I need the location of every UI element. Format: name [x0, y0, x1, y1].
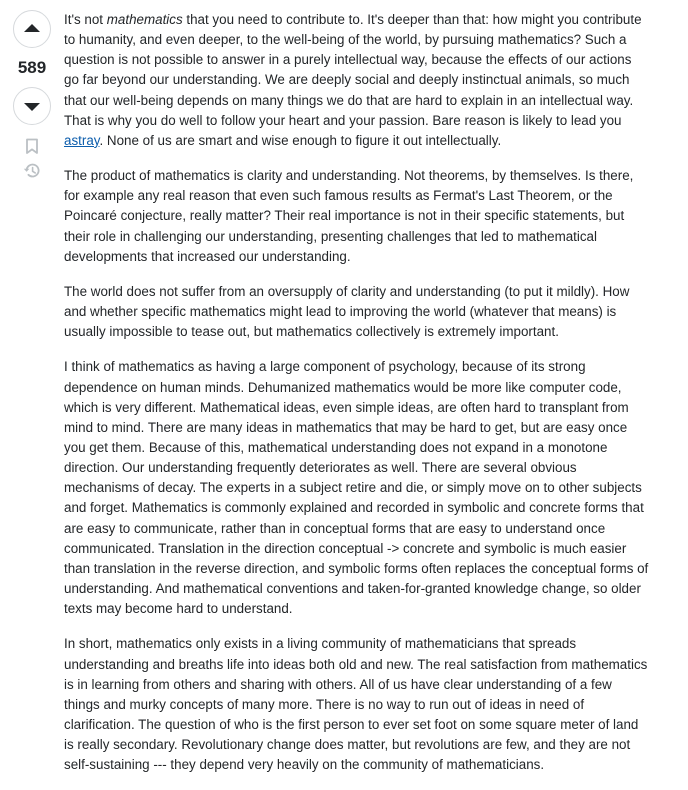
answer-paragraph-2: The product of mathematics is clarity and understanding. Not theorems, by themselves. Is there, for example any real reason that even such famous results as Fermat's Last Theorem, or the Poincaré conjecture, really matter? Their real importance is not in their specific statements, but their role in challenging our understanding, presenting challenges that led to mathematical developments that increased our understanding. [64, 168, 634, 264]
emphasis-mathematics: mathematics [106, 12, 183, 27]
paragraph-text: . None of us are smart and wise enough to figure it out intellectually. [99, 132, 502, 148]
downvote-arrow-icon [23, 97, 41, 115]
answer-body [64, 10, 650, 790]
bookmark-icon [25, 138, 39, 155]
answer-paragraph-3: The world does not suffer from an oversupply of clarity and understanding (to put it mildly). How and whether specific mathematics might lead to improving the world (whatever that means) is usually impossible to tease out, but mathematics collectively is extremely important. [64, 283, 630, 340]
downvote-button[interactable] [13, 87, 51, 125]
paragraph-text: It's not [64, 12, 107, 27]
upvote-arrow-icon [23, 20, 41, 38]
answer-paragraph-4: I think of mathematics as having a large component of psychology, because of its strong dependence on human minds. Dehumanized mathematics would be more like computer code, which is very different. Mathematical ideas, even simple ideas, are often hard to transplant from mind to mind. There are many ideas in mathematics that may be hard to get, but are easy once you get them. Because of this, mathematical understanding does not expand in a monotone direction. Our understanding frequently deteriorates as well. There are several obvious mechanisms of decay. The experts in a subject retire and die, or simply move on to other subjects and forget. Mathematics is commonly explained and recorded in symbolic and concrete forms that are easy to communicate, rather than in conceptual forms that are easy to understand once communicated. Translation in the direction conceptual -> concrete and symbolic is much easier than translation in the reverse direction, and symbolic forms often replaces the conceptual forms of understanding. And mathematical conventions and taken-for-granted knowledge change, so older texts may become hard to understand. [64, 359, 649, 617]
answer-paragraph-5: In short, mathematics only exists in a living community of mathematicians that spreads understanding and breaths life into ideas both old and new. The real satisfaction from mathematics is in learning from others and sharing with others. All of us have clear understanding of a few things and murky concepts of many more. There is no way to run out of ideas in need of clarification. The question of who is the first person to ever set foot on some square meter of land is really secondary. Revolutionary change does matter, but revolutions are few, and they are not self-sustaining --- they depend very heavily on the community of mathematicians. [64, 636, 648, 773]
history-icon [23, 162, 41, 180]
history-button[interactable] [22, 161, 42, 181]
paragraph-text: that you need to contribute to. It's deeper than that: how might you contribute to humanity, and even deeper, to the well-being of the world, by pursuing mathematics? Such a question is not possible to answer in a purely intellectual way, because the effects of our actions go far beyond our understanding. We are deeply social and deeply instinctual animals, so much that our well-being depends on many things we do that are hard to explain in an intellectual way. That is why you do well to follow your heart and your passion. Bare reason is likely to lead you [64, 12, 642, 128]
bookmark-button[interactable] [22, 136, 42, 156]
vote-count: 589 [17, 58, 47, 77]
upvote-button[interactable] [13, 10, 51, 48]
answer-paragraph-1 [64, 10, 650, 151]
astray-link[interactable]: astray [64, 132, 100, 148]
vote-cell [0, 0, 64, 181]
